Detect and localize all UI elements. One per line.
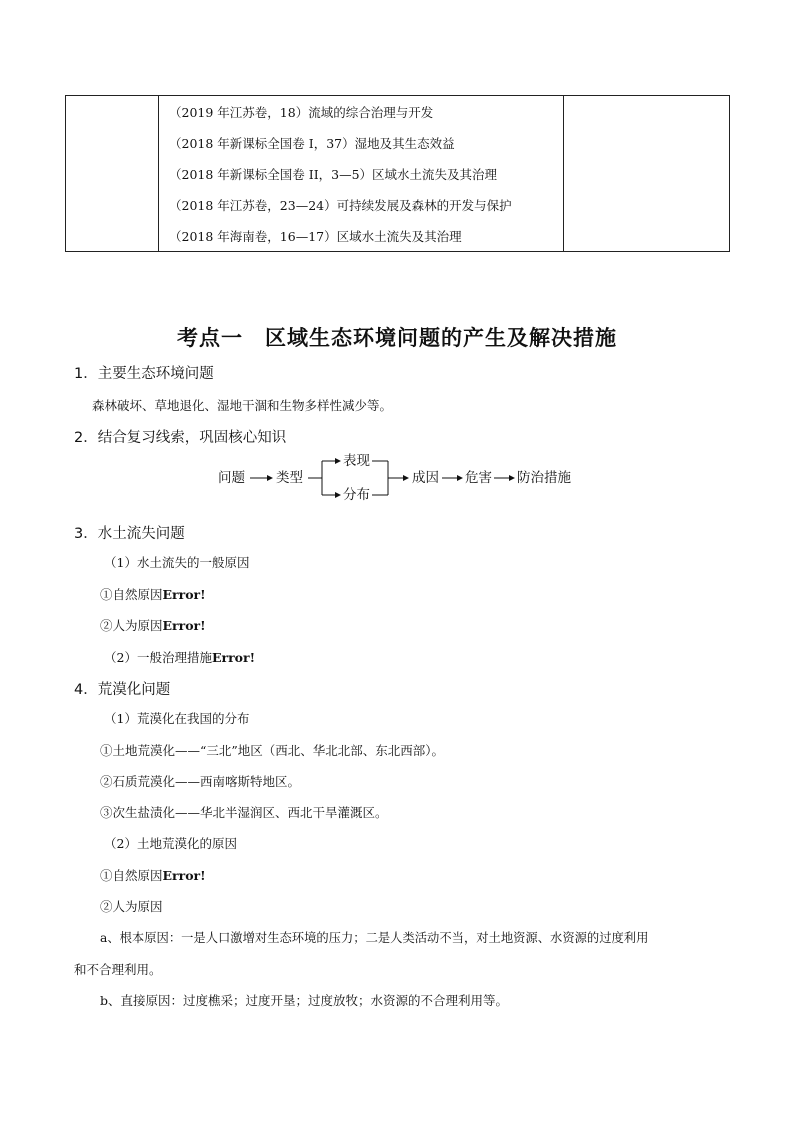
table-row: （2018 年江苏卷，23—24）可持续发展及森林的开发与保护	[169, 198, 512, 213]
section-title: 考点一 区域生态环境问题的产生及解决措施	[177, 325, 617, 350]
flow-node-type: 类型	[276, 470, 303, 486]
root-cause-text: a、根本原因：一是人口激增对生态环境的压力；二是人类活动不当，对土地资源、水资源的过度利用	[100, 931, 649, 945]
soil-erosion-human-causes: ②人为原因Error!	[100, 618, 206, 633]
table-middle-cell	[169, 104, 569, 259]
main-problems-text: 森林破坏、草地退化、湿地干涸和生物多样性减少等。	[92, 398, 393, 413]
table-row: （2018 年新课标全国卷 I，37）湿地及其生态效益	[169, 136, 455, 151]
table-left-cell	[66, 96, 159, 251]
flow-diagram	[216, 452, 576, 504]
flow-node-cause: 成因	[412, 470, 439, 486]
soil-erosion-natural-causes: ①自然原因Error!	[100, 587, 206, 602]
heading-main-problems: 1．主要生态环境问题	[74, 366, 214, 382]
desertification-natural-causes: ①自然原因Error!	[100, 868, 206, 883]
soil-erosion-measures: （2）一般治理措施Error!	[104, 650, 256, 665]
flow-node-harm: 危害	[465, 470, 492, 486]
direct-cause-text: b、直接原因：过度樵采；过度开垦；过度放牧；水资源的不合理利用等。	[100, 993, 509, 1008]
table-row: （2019 年江苏卷，18）流域的综合治理与开发	[169, 105, 434, 120]
desertification-salinization: ③次生盐渍化——华北半湿润区、西北干旱灌溉区。	[100, 805, 388, 820]
flow-node-problem: 问题	[218, 470, 245, 486]
flow-node-distribution: 分布	[343, 487, 370, 503]
desertification-human-causes: ②人为原因	[100, 899, 163, 914]
flow-node-manifestation: 表现	[343, 453, 370, 469]
desertification-rocky: ②石质荒漠化——西南喀斯特地区。	[100, 774, 301, 789]
heading-review-clues: 2．结合复习线索，巩固核心知识	[74, 430, 287, 446]
desertification-land: ①土地荒漠化——“三北”地区（西北、华北北部、东北西部）。	[100, 743, 445, 758]
root-cause-text-cont: 和不合理利用。	[74, 962, 162, 977]
desertification-distribution: （1）荒漠化在我国的分布	[104, 711, 250, 726]
flow-node-measures: 防治措施	[517, 470, 571, 486]
heading-soil-erosion: 3．水土流失问题	[74, 526, 185, 542]
reference-table	[65, 95, 730, 252]
table-row: （2018 年新课标全国卷 II，3—5）区域水土流失及其治理	[169, 167, 498, 182]
table-row: （2018 年海南卷，16—17）区域水土流失及其治理	[169, 229, 462, 244]
table-right-cell	[563, 96, 729, 251]
heading-desertification: 4．荒漠化问题	[74, 682, 171, 698]
desertification-causes: （2）土地荒漠化的原因	[104, 836, 237, 851]
soil-erosion-general-causes: （1）水土流失的一般原因	[104, 555, 250, 570]
